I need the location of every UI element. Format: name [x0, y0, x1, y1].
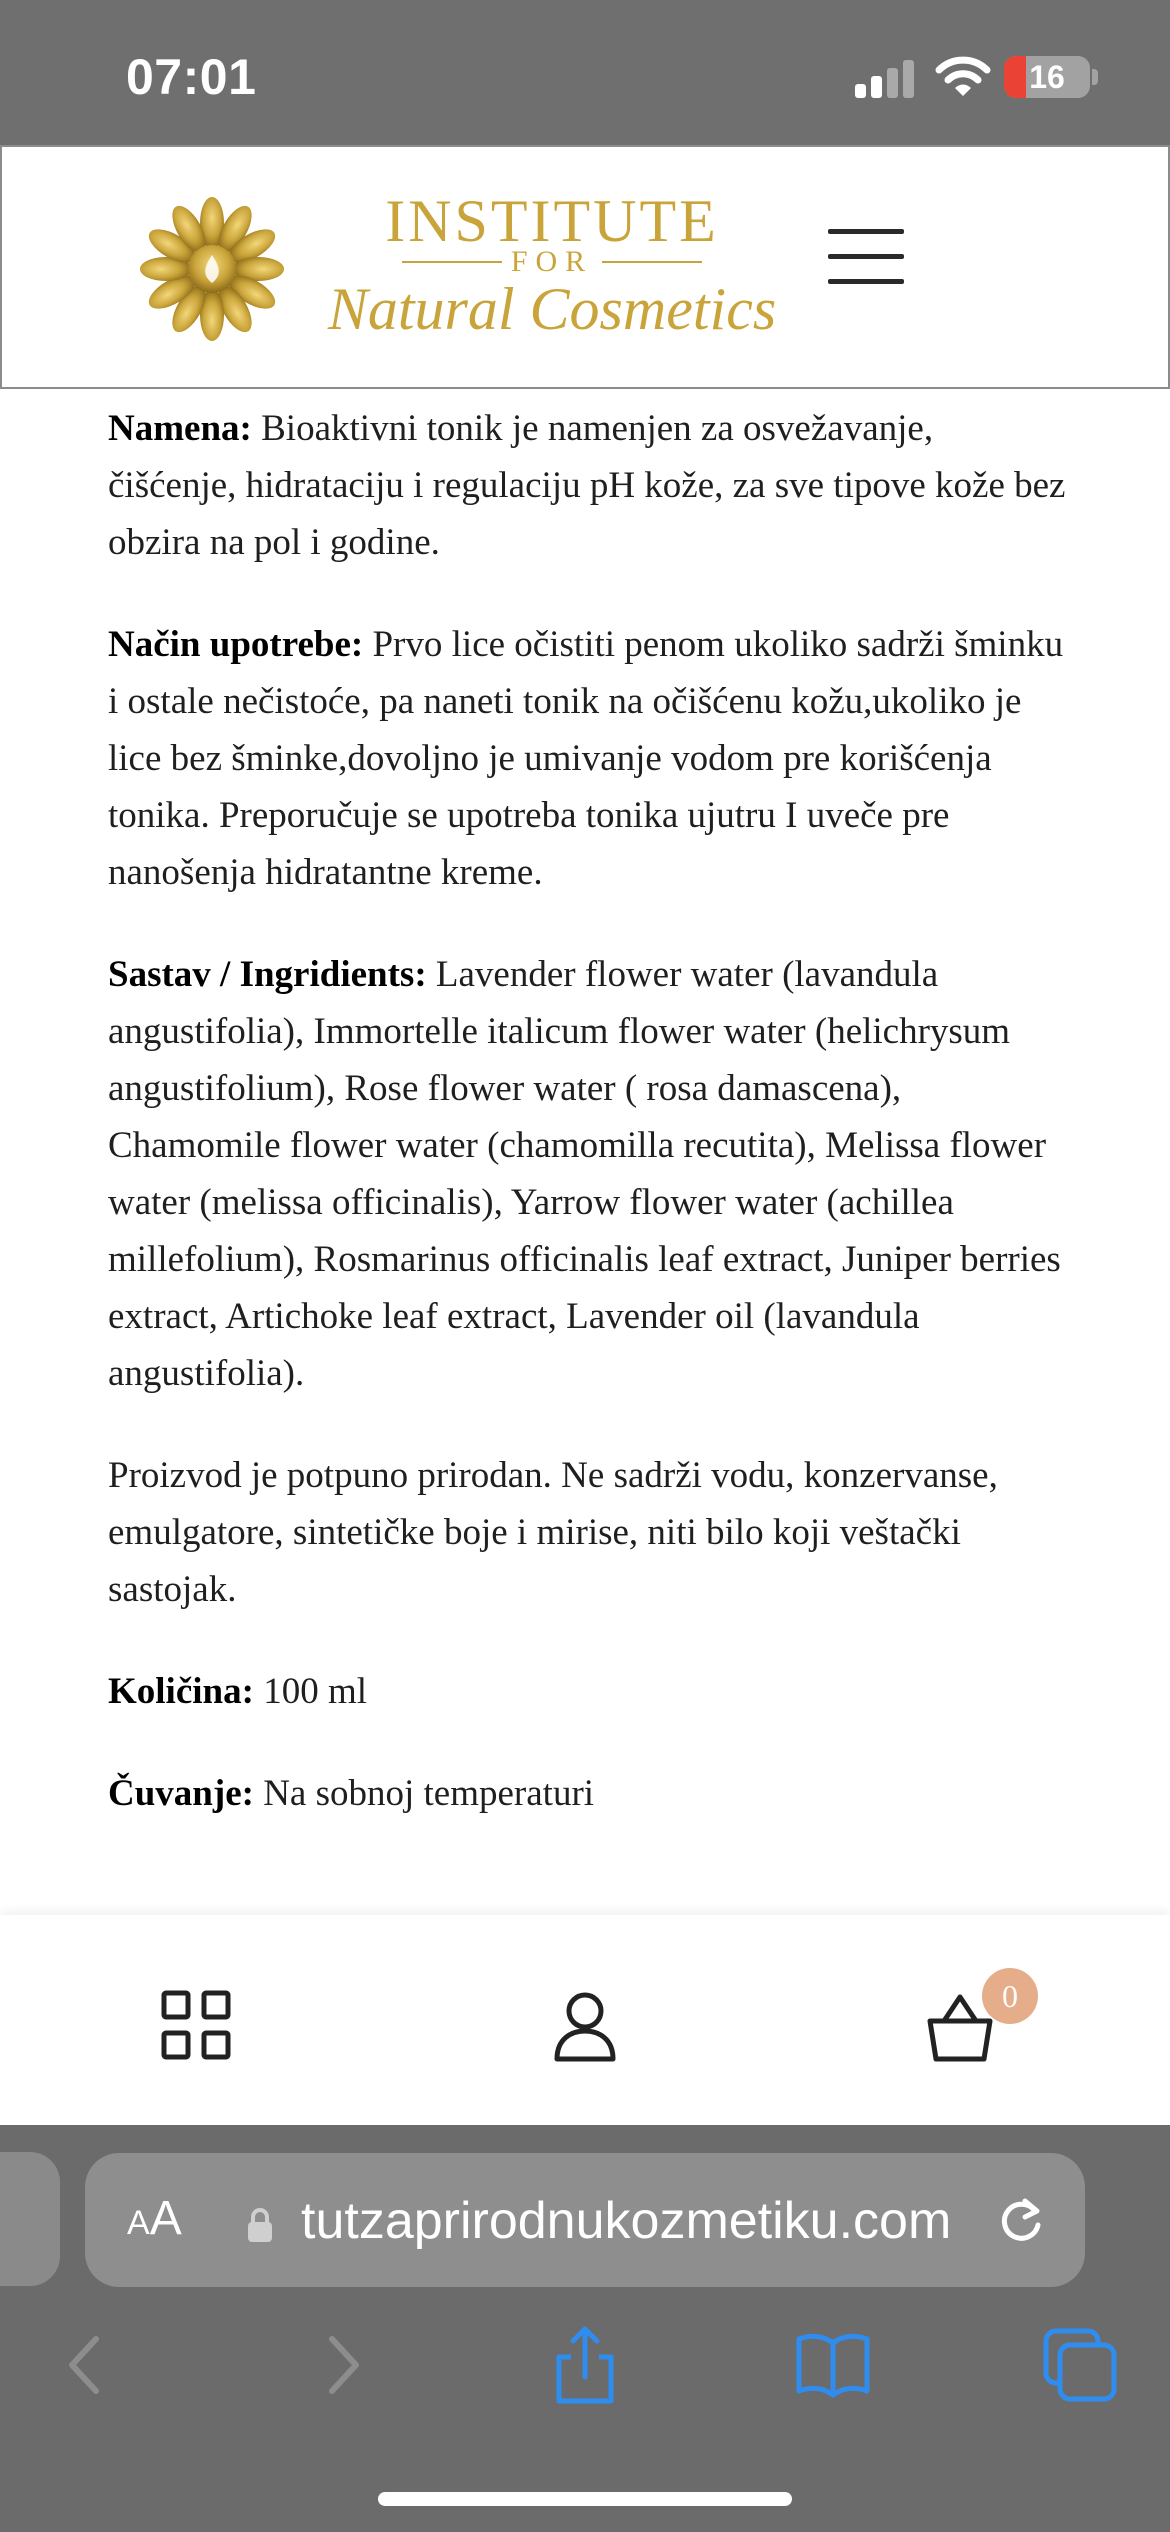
home-indicator[interactable] — [378, 2492, 792, 2506]
usage-label: Način upotrebe: — [108, 624, 364, 665]
usage-text: Prvo lice očistiti penom ukoliko sadrži šminku i ostale nečistoće, pa naneti tonik na očišćenu kožu,ukoliko je lice bez šminke,dovoljno je umivanje vodom pre korišćenja tonika. Preporučuje se upotreba tonika ujutru I uveče pre nanošenja hidratantne kreme. — [108, 624, 1064, 893]
ingredients-paragraph — [108, 946, 1068, 1402]
cart-count-badge[interactable]: 0 — [982, 1968, 1038, 2024]
logo-rule-right — [602, 261, 702, 263]
storage-paragraph — [108, 1765, 1068, 1822]
share-icon[interactable] — [545, 2325, 625, 2405]
url-text[interactable]: tutzaprirodnukozmetiku.com — [301, 2192, 952, 2250]
purpose-paragraph — [108, 400, 1068, 571]
forward-icon[interactable] — [300, 2325, 380, 2405]
purpose-text: Bioaktivni tonik je namenjen za osvežavanje, čišćenje, hidrataciju i regulaciju pH kože, za sve tipove kože bez obzira na pol i godine. — [108, 408, 1066, 563]
logo-line-for: FOR — [510, 245, 594, 278]
cellular-signal-icon — [855, 58, 915, 98]
site-header — [0, 145, 1170, 389]
address-bar[interactable] — [85, 2153, 1085, 2287]
bookmarks-icon[interactable] — [793, 2325, 873, 2405]
product-description — [108, 400, 1068, 1915]
quantity-label: Količina: — [108, 1671, 254, 1712]
battery-level: 16 — [1029, 59, 1065, 95]
text-size-button[interactable] — [127, 2191, 182, 2246]
lock-icon — [245, 2207, 275, 2243]
back-icon[interactable] — [48, 2325, 128, 2405]
tabs-icon[interactable] — [1040, 2325, 1120, 2405]
purpose-label: Namena: — [108, 408, 252, 449]
text-size-small: A — [127, 2204, 150, 2242]
text-size-large: A — [149, 2192, 182, 2245]
storage-label: Čuvanje: — [108, 1773, 254, 1814]
battery-icon — [1004, 56, 1090, 98]
battery-cap — [1092, 69, 1098, 85]
quantity-paragraph — [108, 1663, 1068, 1720]
previous-tab-peek[interactable] — [0, 2152, 60, 2286]
bottom-nav — [0, 1915, 1170, 2125]
golden-flower-icon[interactable] — [138, 195, 286, 343]
ingredients-label: Sastav / Ingridients: — [108, 954, 427, 995]
status-time: 07:01 — [126, 49, 257, 105]
account-icon[interactable] — [545, 1985, 625, 2065]
grid-icon[interactable] — [156, 1985, 236, 2065]
logo-line-natural-cosmetics: Natural Cosmetics — [327, 276, 777, 342]
hamburger-menu-icon[interactable] — [828, 229, 904, 285]
logo-line-institute: INSTITUTE — [385, 188, 719, 254]
natural-note: Proizvod je potpuno prirodan. Ne sadrži vodu, konzervanse, emulgatore, sintetičke boje i mirise, niti bilo koji veštački sastojak. — [108, 1455, 998, 1610]
brand-logo[interactable] — [302, 183, 802, 343]
wifi-icon — [935, 54, 991, 98]
reload-icon[interactable] — [995, 2195, 1047, 2247]
storage-text: Na sobnoj temperaturi — [253, 1773, 595, 1814]
browser-toolbar — [0, 2125, 1170, 2532]
quantity-text: 100 ml — [253, 1671, 368, 1712]
ingredients-text: Lavender flower water (lavandula angustifolia), Immortelle italicum flower water (helichrysum angustifolium), Rose flower water ( rosa damascena), Chamomile flower water (chamomilla recutita), Melissa flower water (melissa officinalis), Yarrow flower water (achillea millefolium), Rosmarinus officinalis leaf extract, Juniper berries extract, Artichoke leaf extract, Lavender oil (lavandula angustifolia). — [108, 954, 1061, 1394]
status-bar — [0, 0, 1170, 145]
usage-paragraph — [108, 616, 1068, 901]
